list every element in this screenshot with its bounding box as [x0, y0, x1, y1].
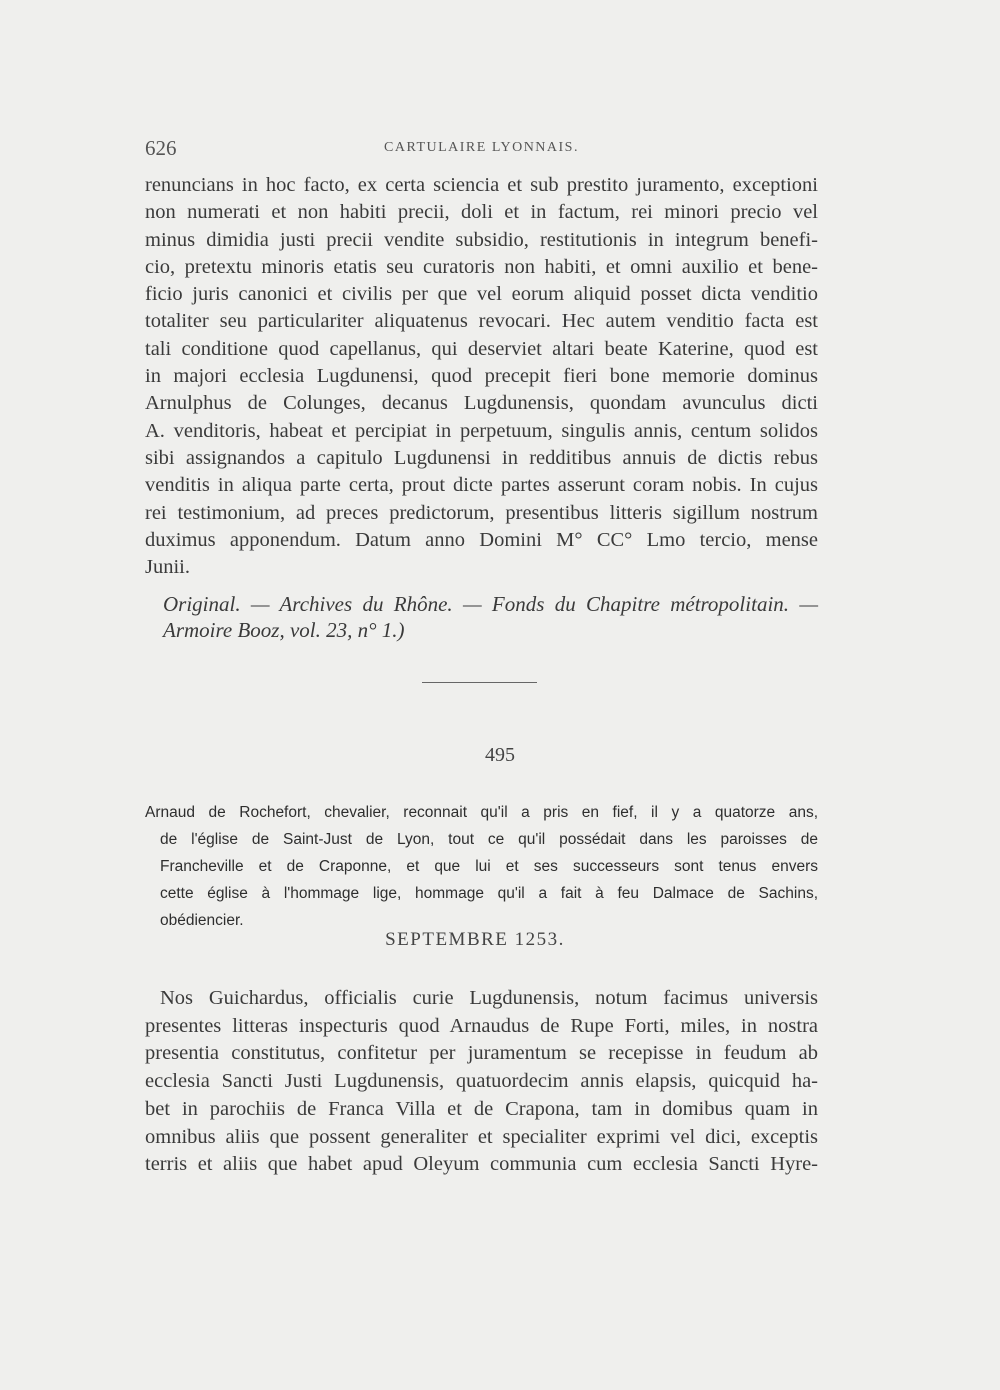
- page-header: [145, 136, 818, 160]
- source-line: Original. — Archives du Rhône. — Fonds du Chapitre métropolitain. —: [163, 592, 818, 616]
- text-line: minus dimidia justi precii vendite subsidio, restitutionis in integrum benefi-: [145, 228, 818, 251]
- text-line: presentes litteras inspecturis quod Arnaudus de Rupe Forti, miles, in nostra: [145, 1014, 818, 1037]
- text-line: cio, pretextu minoris etatis seu curatoris non habiti, et omni auxilio et bene-: [145, 255, 818, 278]
- running-title: CARTULAIRE LYONNAIS.: [384, 140, 579, 155]
- text-line: terris et aliis que habet apud Oleyum communia cum ecclesia Sancti Hyre-: [145, 1153, 818, 1176]
- text-line: venditis in aliqua parte certa, prout dicte partes asserunt coram nobis. In cujus: [145, 474, 818, 497]
- text-line: Nos Guichardus, officialis curie Lugdunensis, notum facimus universis: [160, 987, 818, 1009]
- section-divider: [422, 682, 537, 683]
- text-line: ecclesia Sancti Justi Lugdunensis, quatuordecim annis elapsis, quicquid ha-: [145, 1070, 818, 1093]
- text-line: A. venditoris, habeat et percipiat in perpetuum, singulis annis, centum solidos: [145, 419, 818, 442]
- text-line: presentia constitutus, confitetur per juramentum se recepisse in feudum ab: [145, 1042, 818, 1065]
- text-line: sibi assignandos a capitulo Lugdunensi in redditibus annuis de dictis rebus: [145, 446, 818, 469]
- page-number: 626: [145, 136, 177, 160]
- summary-line: Arnaud de Rochefort, chevalier, reconnait qu'il a pris en fief, il y a quatorze ans,: [145, 804, 818, 821]
- text-line: in majori ecclesia Lugdunensi, quod precepit fieri bone memorie dominus: [145, 365, 818, 388]
- document-number: 495: [485, 744, 515, 766]
- summary-line: de l'église de Saint-Just de Lyon, tout ce qu'il possédait dans les paroisses de: [160, 831, 818, 848]
- text-line: non numerati et non habiti precii, doli et in factum, rei minori precio vel: [145, 201, 818, 224]
- text-line: Junii.: [145, 556, 190, 579]
- summary-line: obédiencier.: [160, 912, 244, 929]
- text-line: totaliter seu particulariter aliquatenus revocari. Hec autem venditio facta est: [145, 310, 818, 333]
- text-line: renuncians in hoc facto, ex certa sciencia et sub prestito juramento, exceptioni: [145, 174, 818, 196]
- charter-paragraph: [145, 985, 818, 1179]
- text-line: bet in parochiis de Franca Villa et de Crapona, tam in domibus quam in: [145, 1097, 818, 1120]
- summary-line: Francheville et de Craponne, et que lui et ses successeurs sont tenus envers: [160, 858, 818, 875]
- source-note: [163, 591, 818, 643]
- text-line: duximus apponendum. Datum anno Domini M° CC° Lmo tercio, mense: [145, 528, 818, 551]
- text-line: ficio juris canonici et civilis per que vel eorum aliquid posset dicta venditio: [145, 283, 818, 306]
- document-summary: [145, 799, 818, 934]
- continuation-paragraph: [145, 172, 818, 581]
- text-line: Arnulphus de Colunges, decanus Lugdunensis, quondam avunculus dicti: [145, 392, 818, 415]
- text-line: omnibus aliis que possent generaliter et specialiter exprimi vel dici, exceptis: [145, 1125, 818, 1148]
- document-date: SEPTEMBRE 1253.: [385, 929, 565, 950]
- source-line: Armoire Booz, vol. 23, n° 1.): [163, 618, 405, 642]
- text-line: tali conditione quod capellanus, qui deserviet altari beate Katerine, quod est: [145, 337, 818, 360]
- text-line: rei testimonium, ad preces predictorum, presentibus litteris sigillum nostrum: [145, 501, 818, 524]
- summary-line: cette église à l'hommage lige, hommage qu'il a fait à feu Dalmace de Sachins,: [160, 885, 818, 902]
